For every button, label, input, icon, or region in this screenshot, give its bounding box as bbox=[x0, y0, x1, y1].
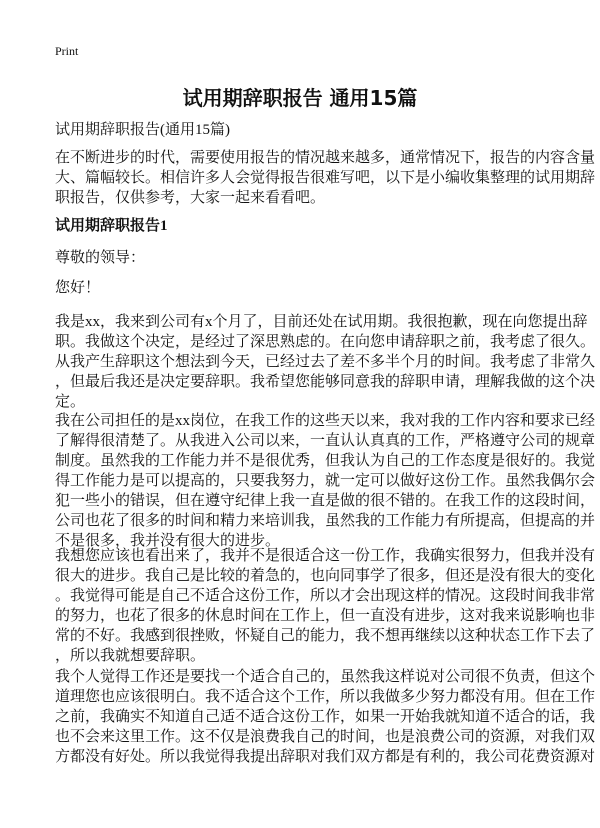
text-line: 常的不好。我感到很挫败，怀疑自己的能力，我不想再继续以这种状态工作下去了 bbox=[55, 628, 596, 644]
body-paragraph bbox=[55, 312, 596, 412]
text-line: 职报告，仅供参考，大家一起来看看吧。 bbox=[55, 190, 326, 206]
text-line: 我想您应该也看出来了，我并不是很适合这一份工作，我确实很努力，但我并没有 bbox=[55, 548, 596, 564]
body-paragraph bbox=[55, 667, 596, 767]
text-line: 了解得很清楚了。从我进入公司以来，一直认认真真的工作，严格遵守公司的规章 bbox=[55, 433, 596, 449]
text-line: 从我产生辞职这个想法到今天，已经过去了差不多半个月的时间。我考虑了非常久 bbox=[55, 354, 596, 370]
intro-paragraph bbox=[55, 148, 596, 208]
text-line: 的努力，也花了很多的休息时间在工作上，但一直没有进步，这对我来说影响也非 bbox=[55, 608, 596, 624]
text-line: 我是xx，我来到公司有x个月了，目前还处在试用期。我很抱歉，现在向您提出辞 bbox=[55, 314, 588, 330]
text-line: 我个人觉得工作还是要找一个适合自己的，虽然我这样说对公司很不负责，但这个 bbox=[55, 669, 596, 685]
text-line: 我在公司担任的是xx岗位，在我工作的这些天以来，我对我的工作内容和要求已经 bbox=[55, 413, 596, 429]
text-line: 大、篇幅较长。相信许多人会觉得报告很难写吧，以下是小编收集整理的试用期辞 bbox=[55, 170, 596, 186]
greeting: 您好！ bbox=[55, 280, 101, 296]
text-line: 道理您也应该很明白。我不适合这个工作，所以我做多少努力都没有用。但在工作 bbox=[55, 689, 596, 705]
text-line: 。我觉得可能是自己不适合这份工作，所以才会出现这样的情况。这段时间我非常 bbox=[55, 588, 596, 604]
body-paragraph bbox=[55, 546, 596, 666]
text-line: 很大的进步。我自己是比较的着急的，也向同事学了很多，但还是没有很大的变化 bbox=[55, 568, 596, 584]
text-line: 在不断进步的时代，需要使用报告的情况越来越多，通常情况下，报告的内容含量 bbox=[55, 150, 596, 166]
text-line: ，所以我就想要辞职。 bbox=[55, 648, 206, 664]
text-line: 犯一些小的错误，但在遵守纪律上我一直是做的很不错的。在我工作的这段时间， bbox=[55, 493, 596, 509]
salutation: 尊敬的领导： bbox=[55, 250, 146, 266]
text-line: 之前，我确实不知道自己适不适合这份工作，如果一开始我就知道不适合的话，我 bbox=[55, 709, 596, 725]
text-line: 定。 bbox=[55, 394, 86, 410]
text-line: 公司也花了很多的时间和精力来培训我，虽然我的工作能力有所提高，但提高的并 bbox=[55, 513, 596, 529]
page-title: 试用期辞职报告 通用15篇 bbox=[182, 86, 418, 110]
section-heading: 试用期辞职报告1 bbox=[55, 218, 168, 234]
text-line: 也不会来这里工作。这不仅是浪费我自己的时间，也是浪费公司的资源，对我们双 bbox=[55, 729, 596, 745]
text-line: 方都没有好处。所以我觉得我提出辞职对我们双方都是有利的，我公司花费资源对 bbox=[55, 749, 596, 765]
text-line: ，但最后我还是决定要辞职。我希望您能够同意我的辞职申请，理解我做的这个决 bbox=[55, 374, 596, 390]
text-line: 制度。虽然我的工作能力并不是很优秀，但我认为自己的工作态度是很好的。我觉 bbox=[55, 453, 596, 469]
body-paragraph bbox=[55, 411, 596, 551]
text-line: 职。我做这个决定，是经过了深思熟虑的。在向您申请辞职之前，我考虑了很久。 bbox=[55, 334, 596, 350]
print-link[interactable]: Print bbox=[55, 44, 79, 58]
text-line: 得工作能力是可以提高的，只要我努力，就一定可以做好这份工作。虽然我偶尔会 bbox=[55, 473, 596, 489]
text-line: 不是很多，我并没有很大的进步。 bbox=[55, 533, 281, 549]
subtitle: 试用期辞职报告(通用15篇) bbox=[55, 122, 230, 138]
